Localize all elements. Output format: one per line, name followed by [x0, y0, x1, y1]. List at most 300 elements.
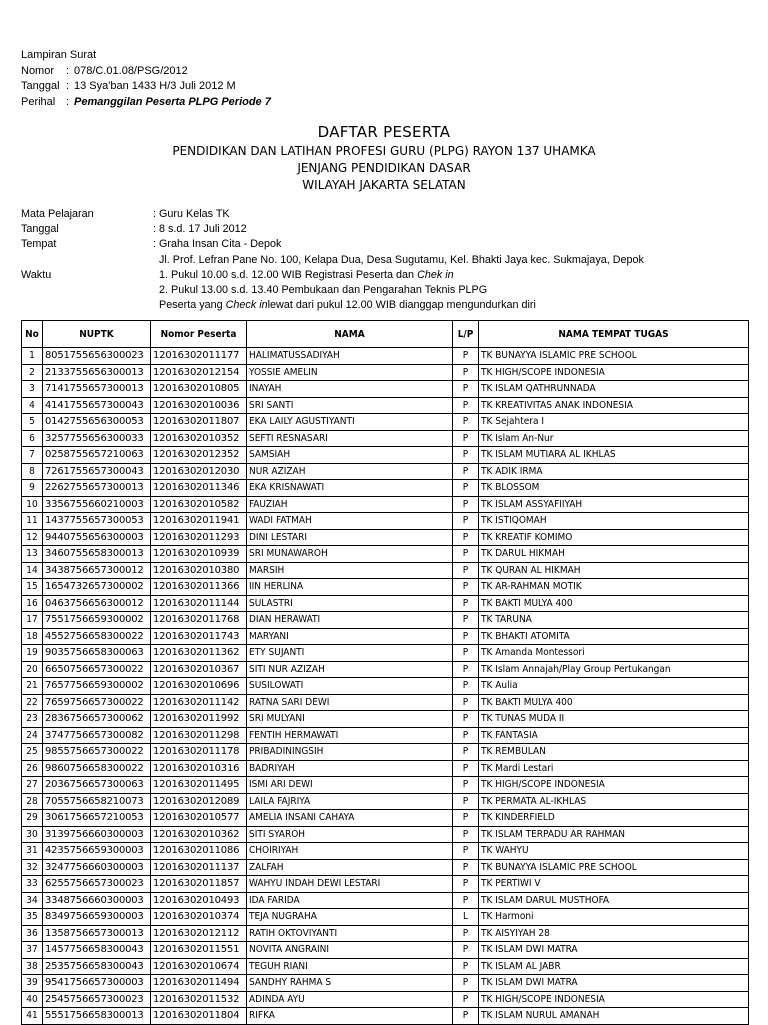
cell-no: 29: [22, 810, 43, 827]
cell-no: 19: [22, 645, 43, 662]
table-header-row: [22, 321, 749, 348]
cell-nuptk: 9035756658300063: [43, 645, 151, 662]
cell-nomor-peserta: 12016302010316: [151, 760, 247, 777]
cell-no: 36: [22, 925, 43, 942]
cell-lp: P: [453, 975, 479, 992]
cell-nuptk: 7657756659300002: [43, 678, 151, 695]
cell-no: 37: [22, 942, 43, 959]
cell-tempat-tugas: TK AR-RAHMAN MOTIK: [479, 579, 749, 596]
cell-nuptk: 3061756657210053: [43, 810, 151, 827]
cell-nomor-peserta: 12016302011366: [151, 579, 247, 596]
table-row: [22, 991, 749, 1008]
cell-nomor-peserta: 12016302011362: [151, 645, 247, 662]
cell-nomor-peserta: 12016302010577: [151, 810, 247, 827]
cell-lp: P: [453, 876, 479, 893]
cell-lp: P: [453, 777, 479, 794]
table-row: [22, 381, 749, 398]
cell-no: 22: [22, 694, 43, 711]
cell-no: 28: [22, 793, 43, 810]
cell-no: 23: [22, 711, 43, 728]
cell-no: 3: [22, 381, 43, 398]
cell-tempat-tugas: TK WAHYU: [479, 843, 749, 860]
cell-nama: MARSIH: [247, 562, 453, 579]
cell-nuptk: 2262755657300013: [43, 480, 151, 497]
cell-lp: P: [453, 348, 479, 365]
header-nuptk: NUPTK: [43, 321, 151, 348]
cell-nuptk: 8349756659300003: [43, 909, 151, 926]
cell-no: 6: [22, 430, 43, 447]
table-row: [22, 909, 749, 926]
perihal-label: Perihal: [21, 95, 56, 108]
cell-nama: SAMSIAH: [247, 447, 453, 464]
cell-nuptk: 7141755657300013: [43, 381, 151, 398]
cell-lp: P: [453, 958, 479, 975]
cell-no: 20: [22, 661, 43, 678]
cell-nomor-peserta: 12016302010362: [151, 826, 247, 843]
table-row: [22, 579, 749, 596]
table-row: [22, 612, 749, 629]
cell-nomor-peserta: 12016302012352: [151, 447, 247, 464]
table-row: [22, 793, 749, 810]
subtitle-program: PENDIDIKAN DAN LATIHAN PROFESI GURU (PLPG) RAYON 137 UHAMKA: [172, 144, 596, 158]
cell-nomor-peserta: 12016302010493: [151, 892, 247, 909]
cell-nomor-peserta: 12016302011807: [151, 414, 247, 431]
cell-nuptk: 6255756657300023: [43, 876, 151, 893]
tempat-value: : Graha Insan Cita - Depok: [153, 238, 282, 251]
cell-nomor-peserta: 12016302010939: [151, 546, 247, 563]
cell-tempat-tugas: TK Amanda Montessori: [479, 645, 749, 662]
cell-nomor-peserta: 12016302012154: [151, 364, 247, 381]
cell-no: 35: [22, 909, 43, 926]
document-title: DAFTAR PESERTA: [317, 123, 451, 141]
table-row: [22, 480, 749, 497]
cell-lp: P: [453, 843, 479, 860]
cell-lp: P: [453, 496, 479, 513]
cell-lp: P: [453, 364, 479, 381]
cell-tempat-tugas: TK BHAKTI ATOMITA: [479, 628, 749, 645]
cell-no: 9: [22, 480, 43, 497]
cell-nama: LAILA FAJRIYA: [247, 793, 453, 810]
cell-no: 2: [22, 364, 43, 381]
table-row: [22, 595, 749, 612]
cell-nuptk: 9855756657300022: [43, 744, 151, 761]
cell-tempat-tugas: TK Aulia: [479, 678, 749, 695]
cell-tempat-tugas: TK ISLAM DWI MATRA: [479, 942, 749, 959]
cell-nuptk: 3247756660300003: [43, 859, 151, 876]
cell-nomor-peserta: 12016302011532: [151, 991, 247, 1008]
cell-nomor-peserta: 12016302012089: [151, 793, 247, 810]
cell-nomor-peserta: 12016302010696: [151, 678, 247, 695]
header-tempat-tugas: NAMA TEMPAT TUGAS: [479, 321, 749, 348]
cell-nama: RATIH OKTOVIYANTI: [247, 925, 453, 942]
header-nomor-peserta: Nomor Peserta: [151, 321, 247, 348]
cell-tempat-tugas: TK ISLAM QATHRUNNADA: [479, 381, 749, 398]
table-row: [22, 463, 749, 480]
cell-nuptk: 3356755660210003: [43, 496, 151, 513]
cell-no: 33: [22, 876, 43, 893]
cell-nomor-peserta: 12016302011495: [151, 777, 247, 794]
cell-nama: ZALFAH: [247, 859, 453, 876]
waktu-note: Peserta yang Check inlewat dari pukul 12.00 WIB dianggap mengundurkan diri: [159, 299, 536, 312]
cell-lp: P: [453, 628, 479, 645]
cell-no: 31: [22, 843, 43, 860]
cell-no: 10: [22, 496, 43, 513]
cell-tempat-tugas: TK KINDERFIELD: [479, 810, 749, 827]
cell-no: 16: [22, 595, 43, 612]
table-row: [22, 447, 749, 464]
table-row: [22, 529, 749, 546]
cell-lp: P: [453, 678, 479, 695]
cell-nama: SRI SANTI: [247, 397, 453, 414]
cell-tempat-tugas: TK ISLAM DARUL MUSTHOFA: [479, 892, 749, 909]
table-row: [22, 744, 749, 761]
cell-tempat-tugas: TK BAKTI MULYA 400: [479, 595, 749, 612]
table-row: [22, 727, 749, 744]
subtitle-region: WILAYAH JAKARTA SELATAN: [302, 178, 466, 192]
cell-nomor-peserta: 12016302011346: [151, 480, 247, 497]
cell-nuptk: 9440755656300003: [43, 529, 151, 546]
cell-lp: P: [453, 760, 479, 777]
cell-nomor-peserta: 12016302011494: [151, 975, 247, 992]
cell-tempat-tugas: TK BUNAYYA ISLAMIC PRE SCHOOL: [479, 348, 749, 365]
waktu-item-1: 1. Pukul 10.00 s.d. 12.00 WIB Registrasi Peserta dan Chek in: [159, 268, 454, 281]
cell-nama: SRI MUNAWAROH: [247, 546, 453, 563]
cell-lp: P: [453, 463, 479, 480]
waktu-item-2: 2. Pukul 13.00 s.d. 13.40 Pembukaan dan Pengarahan Teknis PLPG: [159, 283, 488, 296]
cell-nomor-peserta: 12016302011142: [151, 694, 247, 711]
cell-nuptk: 4141755657300043: [43, 397, 151, 414]
cell-lp: P: [453, 595, 479, 612]
cell-nama: HALIMATUSSADIYAH: [247, 348, 453, 365]
cell-nomor-peserta: 12016302011137: [151, 859, 247, 876]
nomor-value: 078/C.01.08/PSG/2012: [74, 64, 188, 77]
cell-tempat-tugas: TK PERMATA AL-IKHLAS: [479, 793, 749, 810]
tanggal-row: Tanggal : 13 Sya'ban 1433 H/3 Juli 2012 M: [21, 79, 271, 95]
cell-lp: P: [453, 859, 479, 876]
cell-lp: P: [453, 661, 479, 678]
cell-lp: P: [453, 562, 479, 579]
cell-nuptk: 1457756658300043: [43, 942, 151, 959]
table-row: [22, 430, 749, 447]
table-row: [22, 348, 749, 365]
cell-nama: MARYANI: [247, 628, 453, 645]
cell-nuptk: 7551756659300002: [43, 612, 151, 629]
cell-lp: P: [453, 727, 479, 744]
cell-lp: P: [453, 711, 479, 728]
cell-tempat-tugas: TK TARUNA: [479, 612, 749, 629]
cell-nama: ISMI ARI DEWI: [247, 777, 453, 794]
nomor-row: Nomor : 078/C.01.08/PSG/2012: [21, 64, 271, 80]
cell-tempat-tugas: TK ISLAM DWI MATRA: [479, 975, 749, 992]
cell-nomor-peserta: 12016302010582: [151, 496, 247, 513]
cell-nuptk: 2836756657300062: [43, 711, 151, 728]
cell-no: 27: [22, 777, 43, 794]
cell-nomor-peserta: 12016302011768: [151, 612, 247, 629]
cell-nomor-peserta: 12016302011551: [151, 942, 247, 959]
tanggal-info-value: : 8 s.d. 17 Juli 2012: [153, 223, 247, 236]
cell-tempat-tugas: TK AISYIYAH 28: [479, 925, 749, 942]
cell-tempat-tugas: TK BAKTI MULYA 400: [479, 694, 749, 711]
table-row: [22, 777, 749, 794]
table-row: [22, 760, 749, 777]
cell-nuptk: 1654732657300002: [43, 579, 151, 596]
cell-tempat-tugas: TK KREATIF KOMIMO: [479, 529, 749, 546]
cell-nama: WAHYU INDAH DEWI LESTARI: [247, 876, 453, 893]
cell-nuptk: 7261755657300043: [43, 463, 151, 480]
cell-lp: P: [453, 381, 479, 398]
cell-no: 34: [22, 892, 43, 909]
table-row: [22, 694, 749, 711]
cell-nama: RATNA SARI DEWI: [247, 694, 453, 711]
cell-tempat-tugas: TK ADIK IRMA: [479, 463, 749, 480]
table-row: [22, 810, 749, 827]
cell-nomor-peserta: 12016302010352: [151, 430, 247, 447]
table-row: [22, 414, 749, 431]
cell-nomor-peserta: 12016302012112: [151, 925, 247, 942]
cell-lp: P: [453, 529, 479, 546]
cell-nama: AMELIA INSANI CAHAYA: [247, 810, 453, 827]
cell-lp: P: [453, 414, 479, 431]
cell-nuptk: 0142755656300053: [43, 414, 151, 431]
cell-nomor-peserta: 12016302011177: [151, 348, 247, 365]
cell-nuptk: 7055756658210073: [43, 793, 151, 810]
cell-nomor-peserta: 12016302010374: [151, 909, 247, 926]
cell-no: 5: [22, 414, 43, 431]
cell-nuptk: 3348756660300003: [43, 892, 151, 909]
cell-nama: EKA KRISNAWATI: [247, 480, 453, 497]
cell-nomor-peserta: 12016302011804: [151, 1008, 247, 1025]
cell-nama: RIFKA: [247, 1008, 453, 1025]
waktu-label: Waktu: [21, 268, 52, 281]
cell-nama: PRIBADININGSIH: [247, 744, 453, 761]
letter-header: [21, 48, 271, 110]
cell-tempat-tugas: TK DARUL HIKMAH: [479, 546, 749, 563]
cell-lp: P: [453, 744, 479, 761]
cell-lp: P: [453, 480, 479, 497]
perihal-row: Perihal : Pemanggilan Peserta PLPG Periode 7: [21, 95, 271, 111]
cell-nomor-peserta: 12016302010367: [151, 661, 247, 678]
cell-nama: NOVITA ANGRAINI: [247, 942, 453, 959]
cell-nomor-peserta: 12016302011992: [151, 711, 247, 728]
cell-nuptk: 3747756657300082: [43, 727, 151, 744]
cell-nuptk: 0258755657210063: [43, 447, 151, 464]
cell-nuptk: 2133755656300013: [43, 364, 151, 381]
table-row: [22, 942, 749, 959]
cell-lp: P: [453, 397, 479, 414]
cell-no: 13: [22, 546, 43, 563]
cell-nuptk: 1358756657300013: [43, 925, 151, 942]
cell-tempat-tugas: TK Islam An-Nur: [479, 430, 749, 447]
cell-no: 21: [22, 678, 43, 695]
cell-nama: SEFTI RESNASARI: [247, 430, 453, 447]
cell-nuptk: 8051755656300023: [43, 348, 151, 365]
cell-nama: ETY SUJANTI: [247, 645, 453, 662]
cell-nama: TEGUH RIANI: [247, 958, 453, 975]
cell-no: 17: [22, 612, 43, 629]
perihal-value: Pemanggilan Peserta PLPG Periode 7: [74, 95, 271, 108]
cell-no: 1: [22, 348, 43, 365]
cell-nuptk: 2545756657300023: [43, 991, 151, 1008]
cell-tempat-tugas: TK HIGH/SCOPE INDONESIA: [479, 991, 749, 1008]
cell-tempat-tugas: TK Islam Annajah/Play Group Pertukangan: [479, 661, 749, 678]
cell-nama: NUR AZIZAH: [247, 463, 453, 480]
cell-no: 30: [22, 826, 43, 843]
cell-tempat-tugas: TK ISLAM TERPADU AR RAHMAN: [479, 826, 749, 843]
table-row: [22, 843, 749, 860]
table-row: [22, 1008, 749, 1025]
cell-no: 41: [22, 1008, 43, 1025]
table-row: [22, 661, 749, 678]
cell-nuptk: 3139756660300003: [43, 826, 151, 843]
cell-tempat-tugas: TK KREATIVITAS ANAK INDONESIA: [479, 397, 749, 414]
cell-lp: P: [453, 793, 479, 810]
table-row: [22, 925, 749, 942]
cell-nama: WADI FATMAH: [247, 513, 453, 530]
cell-tempat-tugas: TK ISLAM NURUL AMANAH: [479, 1008, 749, 1025]
cell-lp: P: [453, 546, 479, 563]
cell-nuptk: 5551756658300013: [43, 1008, 151, 1025]
table-row: [22, 546, 749, 563]
cell-nama: IDA FARIDA: [247, 892, 453, 909]
cell-lp: P: [453, 942, 479, 959]
cell-nuptk: 3460755658300013: [43, 546, 151, 563]
cell-nomor-peserta: 12016302010380: [151, 562, 247, 579]
cell-nama: IIN HERLINA: [247, 579, 453, 596]
cell-nomor-peserta: 12016302011178: [151, 744, 247, 761]
mapel-label: Mata Pelajaran: [21, 208, 94, 220]
subtitle-level: JENJANG PENDIDIKAN DASAR: [297, 161, 471, 175]
tempat-address: Jl. Prof. Lefran Pane No. 100, Kelapa Dua, Desa Sugutamu, Kel. Bhakti Jaya kec. Sukmajaya, Depok: [159, 253, 644, 266]
cell-tempat-tugas: TK BLOSSOM: [479, 480, 749, 497]
cell-nuptk: 4235756659300003: [43, 843, 151, 860]
cell-tempat-tugas: TK FANTASIA: [479, 727, 749, 744]
cell-nuptk: 3438756657300012: [43, 562, 151, 579]
cell-no: 24: [22, 727, 43, 744]
participant-table: [21, 320, 749, 1025]
cell-tempat-tugas: TK ISLAM ASSYAFIIYAH: [479, 496, 749, 513]
header-no: No: [22, 321, 43, 348]
tempat-label: Tempat: [21, 238, 57, 251]
cell-nama: SULASTRI: [247, 595, 453, 612]
cell-nuptk: 6650756657300022: [43, 661, 151, 678]
cell-nama: SRI MULYANI: [247, 711, 453, 728]
table-row: [22, 628, 749, 645]
cell-nuptk: 9860756658300022: [43, 760, 151, 777]
table-row: [22, 711, 749, 728]
cell-no: 12: [22, 529, 43, 546]
cell-no: 40: [22, 991, 43, 1008]
cell-tempat-tugas: TK TUNAS MUDA II: [479, 711, 749, 728]
cell-nuptk: 2036756657300063: [43, 777, 151, 794]
cell-no: 11: [22, 513, 43, 530]
cell-nomor-peserta: 12016302011293: [151, 529, 247, 546]
table-row: [22, 645, 749, 662]
cell-nama: FAUZIAH: [247, 496, 453, 513]
cell-nuptk: 2535756658300043: [43, 958, 151, 975]
cell-lp: P: [453, 513, 479, 530]
cell-no: 32: [22, 859, 43, 876]
cell-no: 25: [22, 744, 43, 761]
cell-nama: CHOIRIYAH: [247, 843, 453, 860]
cell-tempat-tugas: TK QURAN AL HIKMAH: [479, 562, 749, 579]
cell-no: 8: [22, 463, 43, 480]
cell-nama: SITI SYAROH: [247, 826, 453, 843]
cell-nama: ADINDA AYU: [247, 991, 453, 1008]
cell-tempat-tugas: TK PERTIWI V: [479, 876, 749, 893]
table-row: [22, 496, 749, 513]
cell-tempat-tugas: TK Mardi Lestari: [479, 760, 749, 777]
table-row: [22, 859, 749, 876]
letter-heading: Lampiran Surat: [21, 49, 97, 61]
cell-nomor-peserta: 12016302011743: [151, 628, 247, 645]
cell-nama: DINI LESTARI: [247, 529, 453, 546]
table-row: [22, 562, 749, 579]
table-row: [22, 397, 749, 414]
mapel-value: : Guru Kelas TK: [153, 208, 230, 220]
cell-nomor-peserta: 12016302011144: [151, 595, 247, 612]
cell-no: 26: [22, 760, 43, 777]
cell-lp: P: [453, 810, 479, 827]
cell-tempat-tugas: TK Sejahtera I: [479, 414, 749, 431]
cell-lp: P: [453, 991, 479, 1008]
cell-tempat-tugas: TK HIGH/SCOPE INDONESIA: [479, 777, 749, 794]
table-row: [22, 364, 749, 381]
cell-nuptk: 0463756656300012: [43, 595, 151, 612]
cell-no: 38: [22, 958, 43, 975]
cell-no: 4: [22, 397, 43, 414]
cell-nomor-peserta: 12016302011857: [151, 876, 247, 893]
cell-lp: P: [453, 579, 479, 596]
cell-nuptk: 9541756657300003: [43, 975, 151, 992]
cell-tempat-tugas: TK ISTIQOMAH: [479, 513, 749, 530]
cell-nuptk: 7659756657300022: [43, 694, 151, 711]
cell-nama: YOSSIE AMELIN: [247, 364, 453, 381]
cell-no: 18: [22, 628, 43, 645]
tanggal-label: Tanggal: [21, 80, 60, 92]
tanggal-value: 13 Sya'ban 1433 H/3 Juli 2012 M: [74, 80, 236, 92]
cell-nama: EKA LAILY AGUSTIYANTI: [247, 414, 453, 431]
cell-nama: SUSILOWATI: [247, 678, 453, 695]
cell-nama: SANDHY RAHMA S: [247, 975, 453, 992]
cell-nomor-peserta: 12016302010036: [151, 397, 247, 414]
cell-nomor-peserta: 12016302010805: [151, 381, 247, 398]
cell-no: 7: [22, 447, 43, 464]
table-row: [22, 513, 749, 530]
cell-nuptk: 1437755657300053: [43, 513, 151, 530]
cell-nama: FENTIH HERMAWATI: [247, 727, 453, 744]
table-row: [22, 826, 749, 843]
table-row: [22, 975, 749, 992]
cell-nama: BADRIYAH: [247, 760, 453, 777]
table-row: [22, 892, 749, 909]
cell-lp: P: [453, 1008, 479, 1025]
cell-nuptk: 4552756658300022: [43, 628, 151, 645]
cell-no: 39: [22, 975, 43, 992]
cell-nomor-peserta: 12016302012030: [151, 463, 247, 480]
cell-tempat-tugas: TK REMBULAN: [479, 744, 749, 761]
cell-nama: SITI NUR AZIZAH: [247, 661, 453, 678]
cell-nama: INAYAH: [247, 381, 453, 398]
cell-nama: DIAN HERAWATI: [247, 612, 453, 629]
cell-nomor-peserta: 12016302011941: [151, 513, 247, 530]
cell-tempat-tugas: TK BUNAYYA ISLAMIC PRE SCHOOL: [479, 859, 749, 876]
cell-tempat-tugas: TK HIGH/SCOPE INDONESIA: [479, 364, 749, 381]
nomor-label: Nomor: [21, 64, 55, 77]
header-lp: L/P: [453, 321, 479, 348]
table-row: [22, 958, 749, 975]
cell-nomor-peserta: 12016302011298: [151, 727, 247, 744]
header-nama: NAMA: [247, 321, 453, 348]
